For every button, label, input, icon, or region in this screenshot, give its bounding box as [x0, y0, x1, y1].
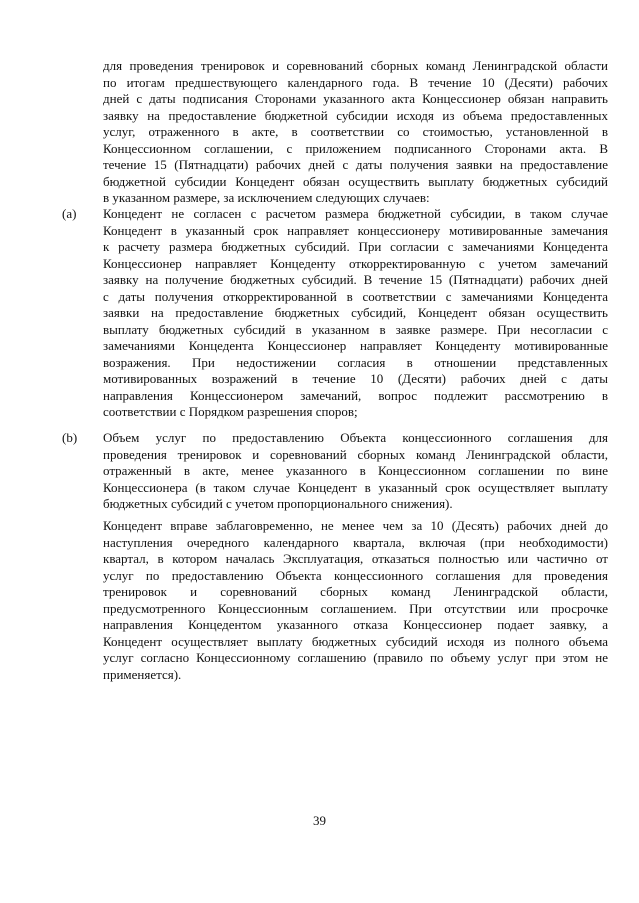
text-line: услуг согласно Концессионному соглашению (правило по объему услуг при этом не [103, 650, 608, 665]
text-line: к расчету размера бюджетных субсидий. При согласии с замечаниями Концедента [103, 239, 608, 254]
text-line: направления Концедентом указанного отказа Концессионер подает заявку, а [103, 617, 608, 632]
text-line: Концедент осуществляет выплату бюджетных субсидий исходя из полного объема [103, 633, 608, 649]
text-line: бюджетной субсидии Концедент обязан осуществить выплату бюджетных субсидий [103, 173, 608, 189]
closing-paragraph [103, 518, 608, 683]
text-line: выплату бюджетных субсидий в указанном в заявке размере. При несогласии с [103, 321, 608, 337]
text-line: Концедент вправе заблаговременно, не менее чем за 10 (Десять) рабочих дней до [103, 518, 608, 533]
text-line: направления Концессионером замечаний, вопрос подлежит рассмотрению в [103, 387, 608, 403]
text-line: проведения тренировок и соревнований сборных команд Ленинградской области, [103, 446, 608, 462]
text-line: бюджетных субсидий с учетом пропорционального снижения). [103, 496, 453, 511]
text-line: возражения. При недостижении согласия в отношении представленных [103, 354, 608, 370]
page-number: 39 [313, 813, 326, 828]
text-line: дней с даты подписания Сторонами указанного акта Концессионер обязан направить [103, 91, 608, 106]
text-line: тренировок и соревнований сборных команд Ленинградской области, [103, 584, 608, 599]
text-line: наступления очередного календарного квартала, включая (при необходимости) [103, 534, 608, 550]
text-line: заявки на предоставление бюджетных субсидий, Концедент обязан осуществить [103, 305, 608, 320]
text-line: квартал, в котором началась Эксплуатация, отказаться полностью или частично от [103, 551, 608, 566]
text-line: Концессионера (в таком случае Концедент в указанный срок осуществляет выплату [103, 479, 608, 495]
text-line: отраженный в акте, менее указанного в Концессионном соглашении по вине [103, 463, 608, 478]
text-line: соответствии с Порядком разрешения споров; [103, 404, 358, 419]
text-line: с даты получения откорректированной в соответствии с замечаниями Концедента [103, 288, 608, 304]
intro-paragraph [103, 58, 608, 207]
text-line: течение 15 (Пятнадцати) рабочих дней с даты получения заявки на предоставление [103, 157, 608, 172]
item-a-paragraph [103, 206, 608, 421]
text-line: предусмотренного Концессионным соглашением. При отсутствии или просрочке [103, 600, 608, 616]
text-line: заявку на получение бюджетных субсидий. В течение 15 (Пятнадцати) рабочих дней [103, 272, 608, 287]
text-line: услуг по предоставлению Объекта концессионного соглашения для проведения [103, 567, 608, 583]
text-line: в указанном размере, за исключением следующих случаев: [103, 190, 430, 205]
text-line: по итогам предшествующего календарного года. В течение 10 (Десяти) рабочих [103, 74, 608, 90]
text-line: для проведения тренировок и соревнований сборных команд Ленинградской области [103, 58, 608, 73]
text-line: замечаниями Концедента Концессионер направляет Концеденту мотивированные [103, 338, 608, 353]
text-line: Концедент не согласен с расчетом размера бюджетной субсидии, в таком случае [103, 206, 608, 221]
item-b-paragraph [103, 430, 608, 513]
text-line: мотивированных возражений в течение 10 (Десяти) рабочих дней с даты [103, 371, 608, 386]
text-line: Концессионном соглашении, с приложением подписанного Сторонами акта. В [103, 140, 608, 156]
text-line: услуг, отраженного в акте, в соответствии со стоимостью, установленной в [103, 124, 608, 139]
item-a-marker: (a) [62, 206, 77, 221]
text-line: Объем услуг по предоставлению Объекта концессионного соглашения для [103, 430, 608, 445]
text-line: Концедент в указанный срок направляет концессионеру мотивированные замечания [103, 222, 608, 238]
text-line: применяется). [103, 666, 182, 682]
text-line: Концессионер направляет Концеденту откорректированную с учетом замечаний [103, 255, 608, 271]
text-line: заявку на предоставление бюджетной субсидии исходя из объема предоставленных [103, 107, 608, 123]
item-b-marker: (b) [62, 430, 78, 445]
